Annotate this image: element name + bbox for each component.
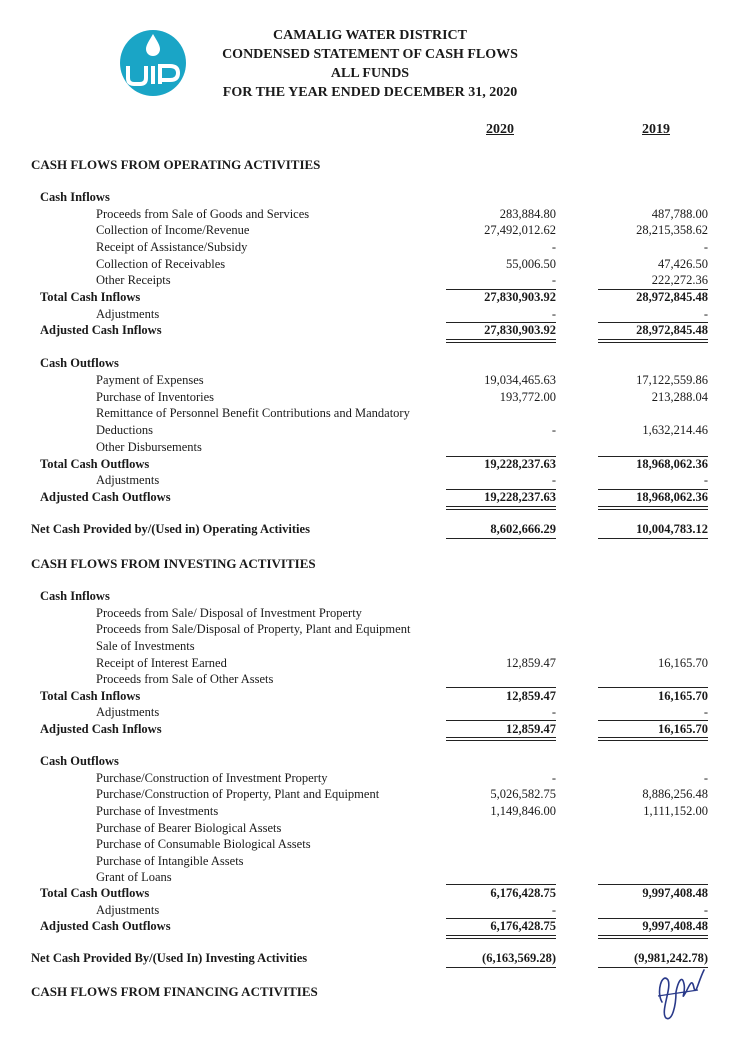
table-row [0,655,739,672]
value-2020: 12,859.47 [506,689,556,703]
subsection-heading [0,753,739,770]
value-2019: 1,111,152.00 [643,804,708,818]
row-label: CASH FLOWS FROM FINANCING ACTIVITIES [31,984,318,999]
value-2020: 27,830,903.92 [484,290,556,304]
report-title-statement: CONDENSED STATEMENT OF CASH FLOWS [222,47,518,62]
report-title-org: CAMALIG WATER DISTRICT [273,28,467,43]
value-2020: - [551,240,556,254]
value-2020: 55,006.50 [506,257,556,271]
value-2020: - [551,473,556,487]
value-2020: - [551,423,556,437]
value-2019: 487,788.00 [651,207,708,221]
subsection-heading [0,355,739,372]
table-row [0,605,739,622]
value-2019: 28,972,845.48 [636,290,708,304]
double-rule [598,935,708,939]
value-2019: 213,288.04 [651,390,708,404]
value-2019: - [703,705,708,719]
table-row [0,389,739,406]
table-row [0,306,739,323]
row-label: Cash Outflows [40,356,119,370]
value-2019: 18,968,062.36 [636,490,708,504]
value-2019: 16,165.70 [658,656,708,670]
row-label: Total Cash Outflows [40,886,150,900]
value-2020: (6,163,569.28) [482,951,556,965]
row-label: Purchase of Inventories [96,390,215,404]
row-label: Remittance of Personnel Benefit Contributions and Mandatory [96,406,410,420]
value-2020: - [551,771,556,785]
value-2020: 5,026,582.75 [490,787,556,801]
value-2020: 1,149,846.00 [490,804,556,818]
value-2019: 1,632,214.46 [642,423,708,437]
value-2019: 16,165.70 [658,722,708,736]
value-2020: 283,884.80 [499,207,556,221]
value-2019: 8,886,256.48 [642,787,708,801]
row-label: Adjustments [96,705,160,719]
column-header-2019: 2019 [642,122,670,137]
value-2019: 9,997,408.48 [642,886,708,900]
row-label: Deductions [96,423,153,437]
value-2020: - [551,903,556,917]
subsection-heading [0,189,739,206]
table-row [0,239,739,256]
row-label: Adjusted Cash Outflows [40,490,171,504]
row-label: Other Receipts [96,273,171,287]
value-2019: 16,165.70 [658,689,708,703]
double-rule [598,506,708,510]
double-rule [446,737,556,741]
rule [446,967,556,968]
double-rule [446,506,556,510]
value-2019: 28,972,845.48 [636,323,708,337]
table-row [0,803,739,820]
row-label: Total Cash Outflows [40,457,150,471]
total-row [0,688,739,705]
double-rule [598,339,708,343]
value-2019: - [703,771,708,785]
row-label: Cash Inflows [40,589,110,603]
double-rule [446,935,556,939]
value-2020: 27,830,903.92 [484,323,556,337]
value-2020: 8,602,666.29 [490,522,556,536]
row-label: Purchase of Intangible Assets [96,854,244,868]
row-label: Adjusted Cash Outflows [40,919,171,933]
value-2020: - [551,705,556,719]
row-label: Payment of Expenses [96,373,204,387]
value-2019: 18,968,062.36 [636,457,708,471]
row-label: Purchase of Bearer Biological Assets [96,821,282,835]
row-label: Cash Inflows [40,190,110,204]
row-label: CASH FLOWS FROM OPERATING ACTIVITIES [31,157,321,172]
table-row [0,786,739,803]
report-title-period: FOR THE YEAR ENDED DECEMBER 31, 2020 [222,85,518,100]
net-total-row [0,950,739,967]
table-row [0,836,739,853]
value-2019: - [703,473,708,487]
value-2020: 19,034,465.63 [484,373,556,387]
row-label: Net Cash Provided by/(Used in) Operating Activities [31,522,310,536]
section-heading [0,156,739,173]
value-2019: - [703,307,708,321]
row-label: CASH FLOWS FROM INVESTING ACTIVITIES [31,556,316,571]
value-2019: 222,272.36 [651,273,708,287]
table-row [0,820,739,837]
section-heading [0,555,739,572]
value-2019: 28,215,358.62 [636,223,708,237]
total-row [0,721,739,738]
total-row [0,918,739,935]
table-row [0,853,739,870]
subsection-heading [0,588,739,605]
row-label: Receipt of Assistance/Subsidy [96,240,248,254]
row-label: Proceeds from Sale/ Disposal of Investment Property [96,606,362,620]
row-label: Proceeds from Sale of Other Assets [96,672,274,686]
row-label: Total Cash Inflows [40,290,141,304]
row-label: Purchase/Construction of Investment Property [96,771,328,785]
table-row [0,902,739,919]
total-row [0,289,739,306]
row-label: Net Cash Provided By/(Used In) Investing Activities [31,951,308,965]
row-label: Adjusted Cash Inflows [40,323,162,337]
handwritten-signature-icon [648,962,708,1024]
column-header-2020: 2020 [486,122,514,137]
value-2019: 17,122,559.86 [636,373,708,387]
row-label: Adjusted Cash Inflows [40,722,162,736]
table-row [0,206,739,223]
row-label: Proceeds from Sale/Disposal of Property, Plant and Equipment [96,622,411,636]
rule [446,538,556,539]
value-2020: 12,859.47 [506,722,556,736]
table-row [0,222,739,239]
net-total-row [0,521,739,538]
water-district-logo-icon [118,28,188,98]
row-label: Purchase/Construction of Property, Plant and Equipment [96,787,380,801]
row-label: Sale of Investments [96,639,195,653]
row-label: Proceeds from Sale of Goods and Services [96,207,310,221]
table-row [0,372,739,389]
table-row [0,405,739,422]
value-2020: 6,176,428.75 [490,886,556,900]
row-label: Grant of Loans [96,870,172,884]
double-rule [446,339,556,343]
row-label: Receipt of Interest Earned [96,656,227,670]
table-row [0,472,739,489]
row-label: Adjustments [96,473,160,487]
table-row [0,671,739,688]
value-2020: 19,228,237.63 [484,457,556,471]
total-row [0,885,739,902]
row-label: Collection of Income/Revenue [96,223,250,237]
row-label: Cash Outflows [40,754,119,768]
table-row [0,770,739,787]
table-row [0,621,739,638]
value-2019: 9,997,408.48 [642,919,708,933]
value-2020: 19,228,237.63 [484,490,556,504]
value-2020: 6,176,428.75 [490,919,556,933]
row-label: Adjustments [96,307,160,321]
table-row [0,256,739,273]
value-2020: 27,492,012.62 [484,223,556,237]
section-heading [0,983,739,1000]
row-label: Purchase of Investments [96,804,219,818]
row-label: Adjustments [96,903,160,917]
row-label: Other Disbursements [96,440,202,454]
row-label: Total Cash Inflows [40,689,141,703]
value-2020: - [551,307,556,321]
value-2019: 10,004,783.12 [636,522,708,536]
total-row [0,489,739,506]
total-row [0,322,739,339]
value-2019: 47,426.50 [658,257,708,271]
report-title-funds: ALL FUNDS [330,66,410,81]
double-rule [598,737,708,741]
row-label: Collection of Receivables [96,257,226,271]
table-row [0,638,739,655]
value-2019: - [703,903,708,917]
rule [598,538,708,539]
table-row [0,439,739,456]
value-2019: - [703,240,708,254]
value-2020: - [551,273,556,287]
row-label: Purchase of Consumable Biological Assets [96,837,311,851]
table-row [0,422,739,439]
total-row [0,456,739,473]
value-2019: (9,981,242.78) [634,951,708,965]
table-row [0,272,739,289]
value-2020: 12,859.47 [506,656,556,670]
table-row [0,704,739,721]
value-2020: 193,772.00 [499,390,556,404]
